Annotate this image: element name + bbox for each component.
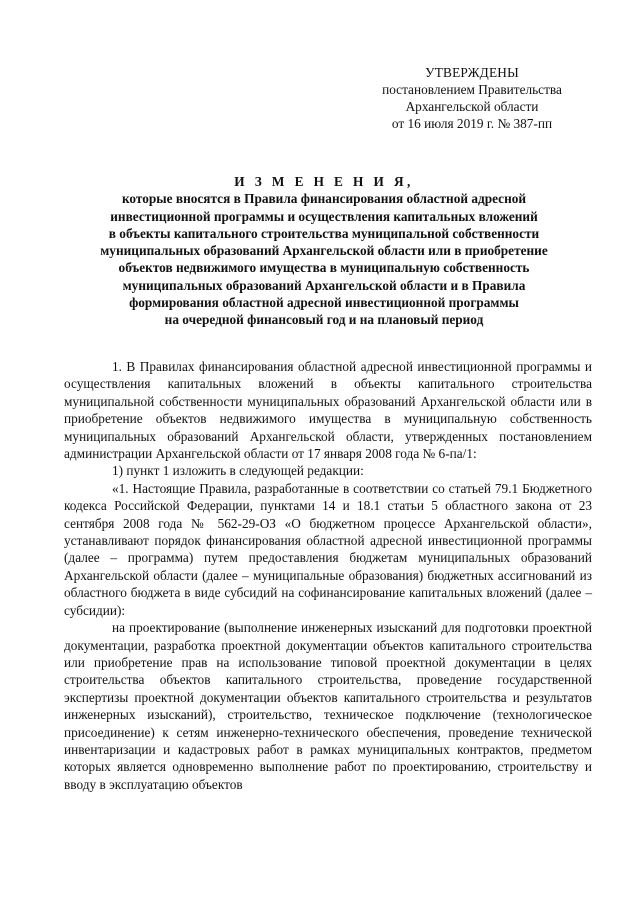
- paragraph: 1) пункт 1 изложить в следующей редакции:: [112, 463, 364, 479]
- document-body: [64, 358, 592, 793]
- paragraph: на проектирование (выполнение инженерных изысканий для подготовки проектной документации, разработка проектной документации объектов капитального строительства или приобретение прав на использование типовой проектной документации в целях строительства объектов капитального строительства, проведение государственной экспертизы проектной документации объектов капитального строительства и результатов инженерных изысканий), строительство, техническое подключение (технологическое присоединение) к сетям инженерно-технического обеспечения, проведение технической инвентаризации и кадастровых работ в рамках муниципальных контрактов, предметом которых является одновременно выполнение работ по проектированию, строительству и вводу в эксплуатацию объектов: [64, 620, 592, 792]
- paragraph: «1. Настоящие Правила, разработанные в соответствии со статьей 79.1 Бюджетного кодекса Российской Федерации, пунктами 14 и 18.1 статьи 5 областного закона от 23 сентября 2008 года № 562-29-ОЗ «О бюджетном процессе Архангельской области», устанавливают порядок финансирования областной адресной инвестиционной программы (далее – программа) путем предоставления бюджетам муниципальных образований Архангельской области (далее – муниципальные образования) бюджетных ассигнований из областного бюджета в виде субсидий на софинансирование капитальных вложений (далее – субсидии):: [64, 480, 592, 618]
- title-line: объектов недвижимого имущества в муниципальную собственность: [118, 260, 530, 276]
- title-heading: И З М Е Н Е Н И Я,: [234, 174, 414, 189]
- title-line: муниципальных образований Архангельской области или в приобретение: [100, 243, 548, 259]
- paragraph: 1. В Правилах финансирования областной адресной инвестиционной программы и осуществления капитальных вложений в объекты капитального строительства муниципальной собственности муниципальных образований Архангельской области или в приобретение объектов недвижимого имущества в муниципальную собственность муниципальных образований Архангельской области, утвержденных постановлением администрации Архангельской области от 17 января 2008 года № 6-па/1:: [64, 359, 592, 462]
- approval-block: [372, 64, 572, 132]
- approval-heading: УТВЕРЖДЕНЫ: [425, 65, 519, 80]
- approval-line: Архангельской области: [405, 99, 539, 114]
- approval-line: постановлением Правительства: [382, 82, 562, 97]
- title-line: формирования областной адресной инвестиционной программы: [129, 295, 519, 311]
- approval-date: от 16 июля 2019 г. № 387-пп: [391, 116, 553, 131]
- title-line: которые вносятся в Правила финансирования областной адресной: [121, 191, 527, 207]
- title-line: в объекты капитального строительства муниципальной собственности: [108, 225, 540, 241]
- title-line: инвестиционной программы и осуществления капитальных вложений: [110, 208, 538, 224]
- title-line: муниципальных образований Архангельской области и в Правила: [122, 277, 526, 293]
- title-line: на очередной финансовый год и на плановый период: [164, 312, 484, 328]
- document-title: [64, 173, 584, 329]
